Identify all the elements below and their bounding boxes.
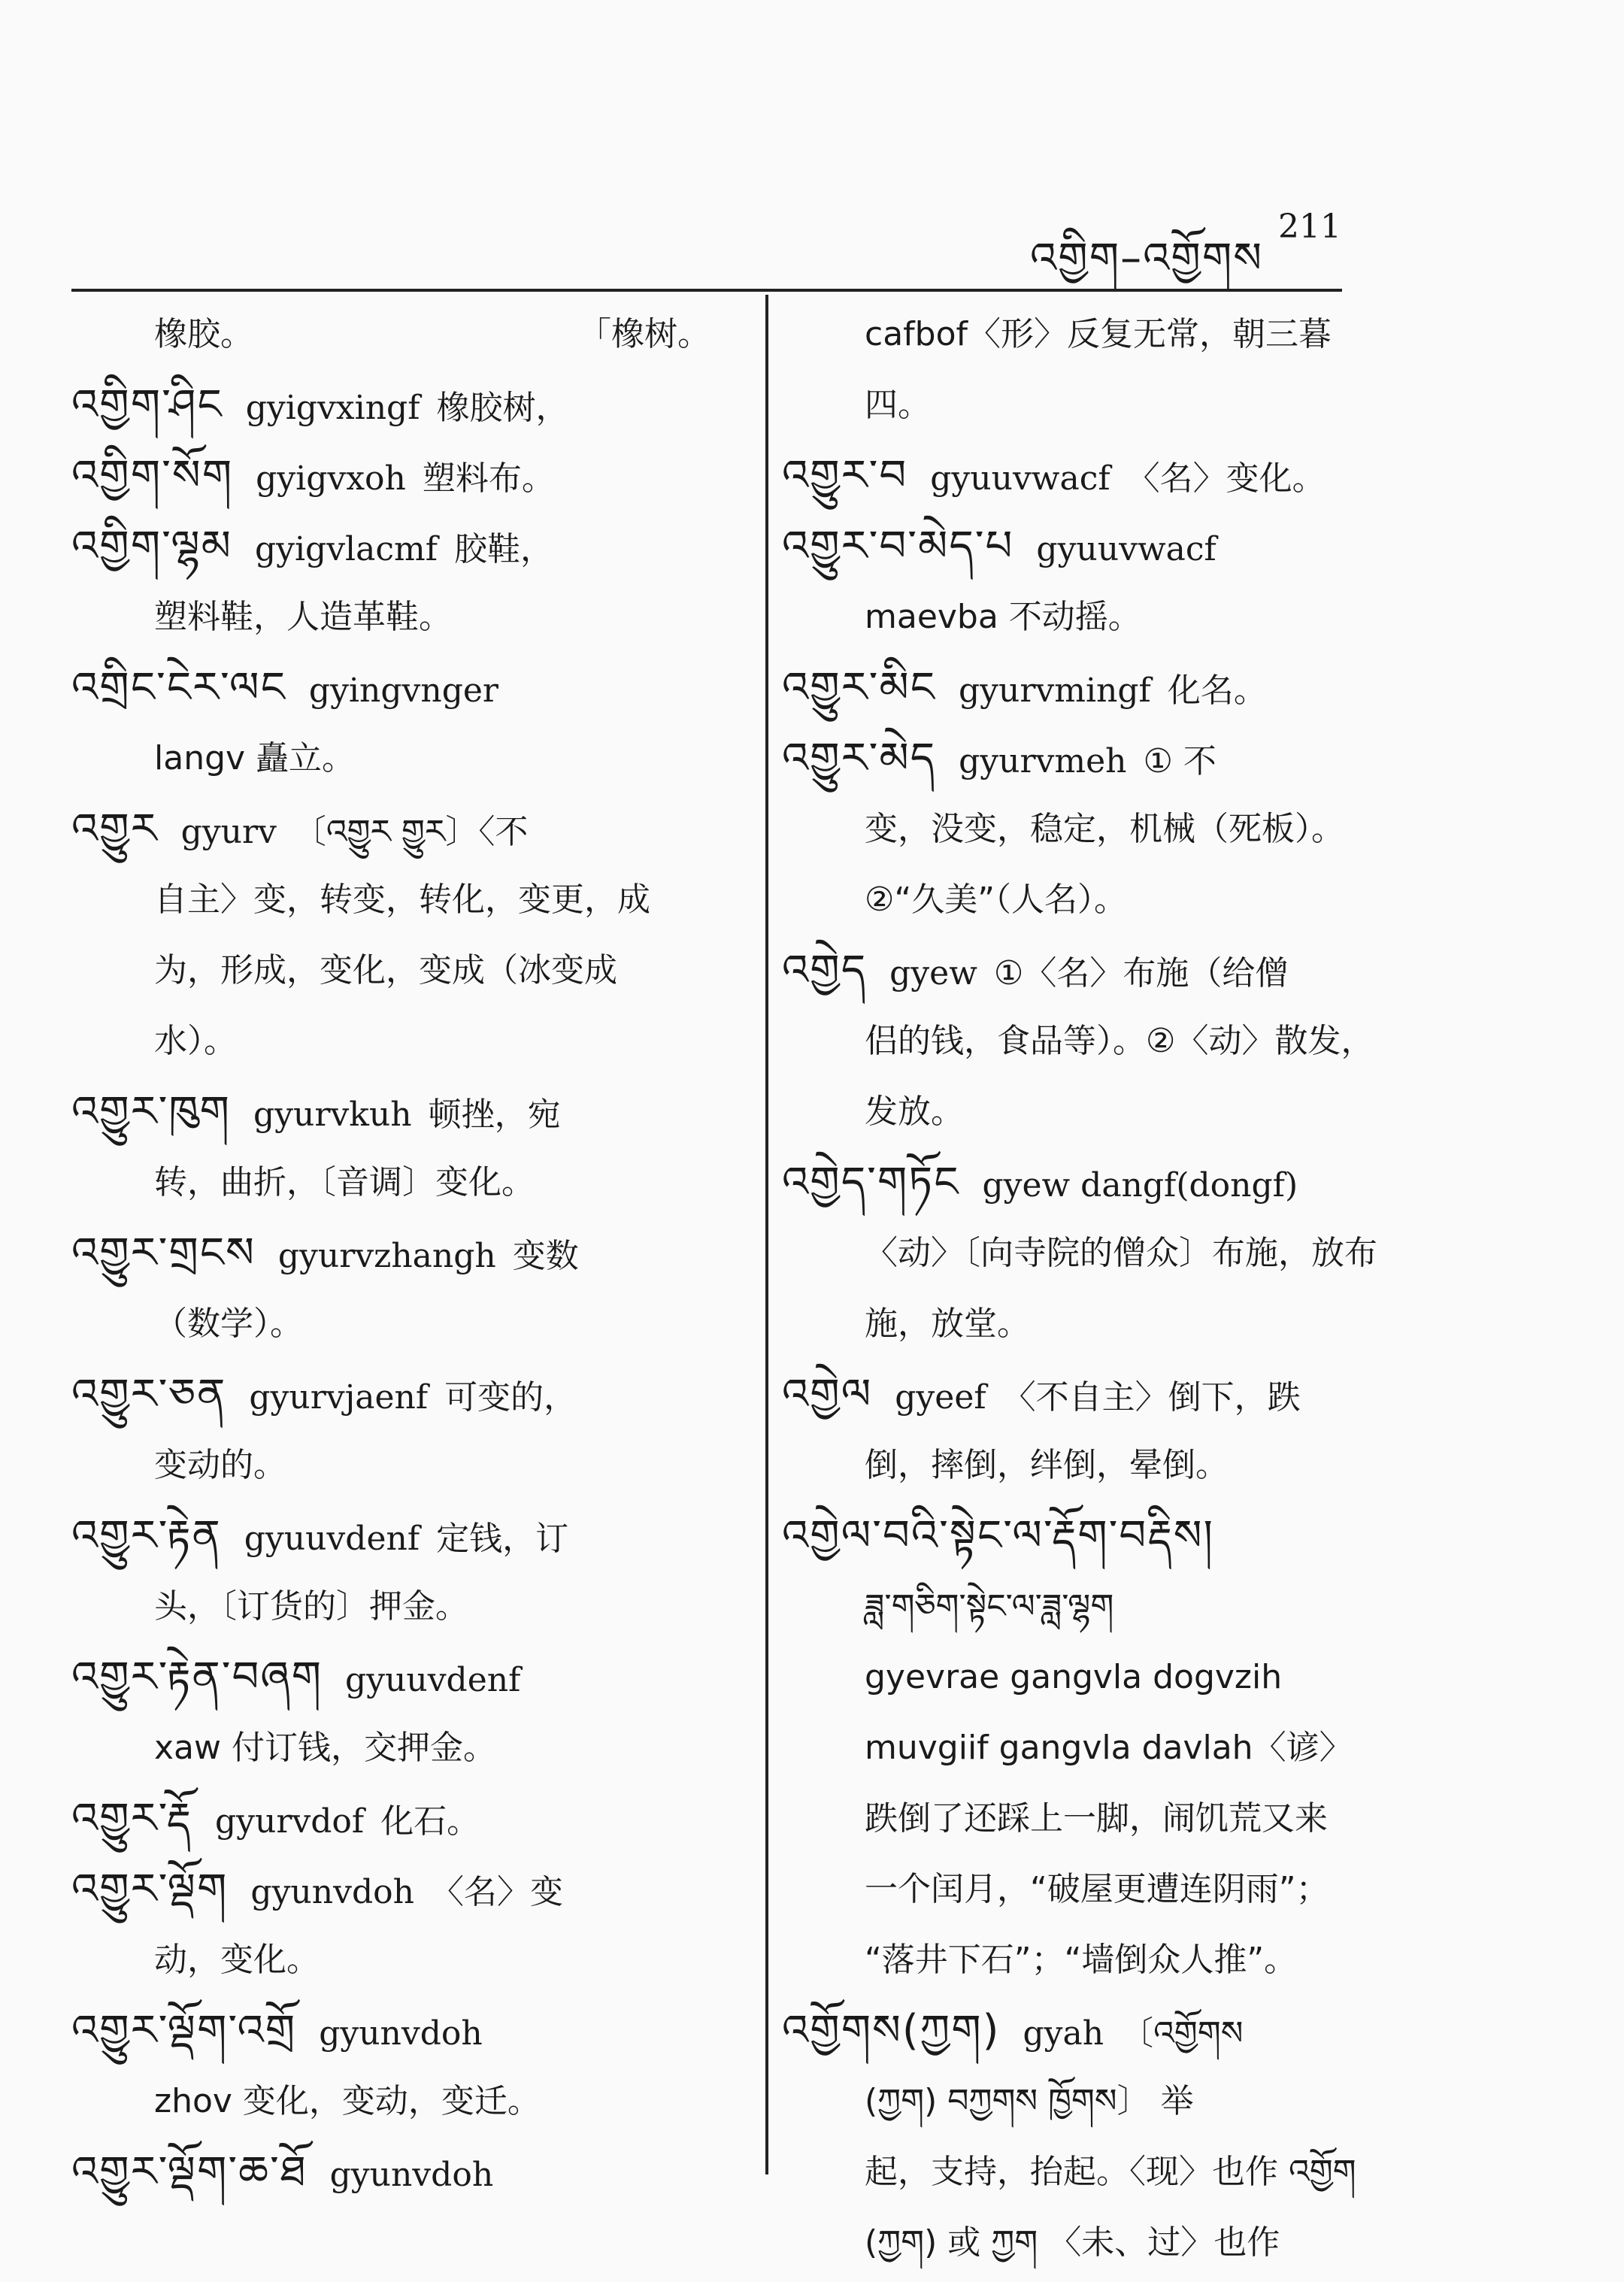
tibetan-headword: འགྱུར་རྟེན (71, 1511, 222, 1560)
definition-text: ཟླ་གཅིག་སྟེང་ལ་ཟླ་ལྷག (865, 1587, 1114, 1626)
definition-line (71, 1289, 733, 1359)
tibetan-headword: འགྱུར་རྡོ (71, 1794, 192, 1843)
romanization: gyah (1023, 2014, 1104, 2053)
tibetan-headword: འགྱུར་ཁུག (71, 1087, 231, 1136)
definition-line (782, 299, 1444, 370)
definition: 〔འགྱོགས (1120, 2014, 1244, 2053)
dictionary-entry (71, 1218, 733, 1289)
definition-line (782, 2066, 1444, 2137)
definition-text: maevba 不动摇。 (865, 598, 1141, 636)
definition-text: 〈动〉〔向寺院的僧众〕布施，放布 (865, 1234, 1377, 1272)
definition: 橡胶树， (436, 389, 569, 427)
definition: 〔འགྱུར གྱུར〕〈不 (292, 813, 529, 851)
tibetan-headword: འགྱུར་ལྡོག་ཆ་ཐོ (71, 2147, 308, 2196)
definition-line (782, 794, 1444, 865)
definition-line (71, 935, 733, 1006)
tibetan-headword: འགྱིག་སོག (71, 451, 234, 500)
definition-text: 变动的。 (154, 1446, 286, 1484)
romanization: gyurvmeh (959, 742, 1127, 780)
dictionary-entry (782, 1147, 1444, 1218)
tibetan-headword: འགྱུར་བ་མེད་པ (782, 522, 1014, 571)
definition-text: 四。 (865, 386, 931, 424)
romanization: gyurvmingf (958, 671, 1151, 710)
continuation-tag: 「橡树。 (578, 315, 710, 353)
definition-text: 一个闰月，“破屋更遭连阴雨”； (865, 1870, 1329, 1908)
definition-text: ②“久美”（人名）。 (865, 880, 1128, 919)
dictionary-entry (782, 1359, 1444, 1430)
dictionary-entry (71, 1501, 733, 1571)
romanization: gyunvdoh (250, 1873, 414, 1911)
tibetan-headword: འགྱེལ (782, 1370, 873, 1419)
dictionary-entry (71, 1783, 733, 1854)
tibetan-headword: འགྱུར་ལྡོག་འགྲོ (71, 2006, 297, 2055)
definition-text: 侣的钱，食品等）。②〈动〉散发， (865, 1022, 1374, 1060)
definition: ①〈名〉布施（给僧 (993, 954, 1289, 993)
definition-line (71, 1147, 733, 1218)
romanization: gyigvxingf (245, 389, 420, 427)
definition-line (782, 1077, 1444, 1147)
tibetan-headword: འགྱུར་མིང (782, 663, 936, 712)
definition: ① 不 (1143, 742, 1216, 780)
definition-line (782, 1783, 1444, 1854)
definition: 〈名〉变 (430, 1873, 563, 1911)
definition-line (782, 1218, 1444, 1289)
tibetan-headword: འགྱུར་ལྡོག (71, 1865, 229, 1914)
romanization: gyew dangf(dongf) (982, 1166, 1298, 1205)
romanization: gyingvnger (308, 671, 498, 710)
definition-text: 为，形成，变化，变成（冰变成 (154, 951, 617, 989)
tibetan-headword: འགྱོགས(ཀྱག) (782, 2006, 1001, 2055)
dictionary-entry (71, 370, 733, 441)
romanization: gyigvxoh (256, 459, 406, 498)
dictionary-entry (71, 2137, 733, 2208)
tibetan-headword: འགྱུར་རྟེན་བཞག (71, 1653, 323, 1702)
definition-text: 自主〉变，转变，转化，变更，成 (154, 880, 650, 919)
tibetan-headword: འགྱུར་གྲངས (71, 1229, 256, 1277)
definition-text: 起，支持，抬起。〈现〉也作 འགྱོག (865, 2153, 1356, 2191)
definition-text: 水）。 (154, 1022, 237, 1060)
definition-line (71, 1713, 733, 1783)
column-divider (765, 295, 768, 2174)
romanization: gyuuvwacf (930, 459, 1110, 498)
dictionary-entry (71, 794, 733, 865)
definition-line (782, 1006, 1444, 1077)
dictionary-entry (71, 1077, 733, 1147)
definition: 顿挫，宛 (428, 1096, 561, 1134)
definition-text: 变，没变，稳定，机械（死板）。 (865, 810, 1344, 848)
tibetan-headword: འགྲིང་ངེར་ལང (71, 663, 286, 712)
romanization: gyurvzhangh (277, 1237, 496, 1275)
definition-text: muvgiif gangvla davlah〈谚〉 (865, 1729, 1353, 1767)
definition-text: 转，曲折，〔音调〕变化。 (154, 1163, 535, 1202)
dictionary-entry (71, 441, 733, 511)
definition: 可变的， (444, 1378, 577, 1417)
definition-line (782, 1925, 1444, 1996)
romanization: gyurvdof (214, 1802, 365, 1841)
romanization: gyuuvdenf (244, 1520, 420, 1558)
definition-text: （数学）。 (154, 1305, 303, 1343)
definition: 化名。 (1167, 671, 1267, 710)
definition-text: langv 矗立。 (154, 739, 356, 777)
romanization: gyurv (180, 813, 277, 851)
definition: 化石。 (380, 1802, 480, 1841)
definition-text: xaw 付订钱，交押金。 (154, 1729, 496, 1767)
definition-line (71, 1006, 733, 1077)
tibetan-headword: འགྱིག་ཤིང (71, 380, 223, 429)
definition-line (782, 865, 1444, 935)
tibetan-headword: འགྱེད (782, 946, 868, 995)
definition-line (782, 1642, 1444, 1713)
definition: 〈不自主〉倒下，跌 (1002, 1378, 1301, 1417)
definition: 塑料布。 (422, 459, 555, 498)
left-column (71, 299, 733, 2208)
dictionary-entry (782, 511, 1444, 582)
definition: 变数 (512, 1237, 579, 1275)
definition-line (782, 1713, 1444, 1783)
definition-line (71, 2066, 733, 2137)
definition-line (782, 1289, 1444, 1359)
definition-line (782, 2208, 1444, 2278)
dictionary-entry (71, 1642, 733, 1713)
romanization: gyunvdoh (329, 2156, 494, 2194)
dictionary-entry (782, 653, 1444, 723)
right-column (782, 299, 1444, 2278)
dictionary-entry (71, 511, 733, 582)
definition-line (782, 1571, 1444, 1642)
guide-words: འགྱིག–འགྱོགས (1030, 234, 1264, 283)
definition-line (71, 1571, 733, 1642)
definition-line (782, 1430, 1444, 1501)
dictionary-entry (71, 1996, 733, 2066)
definition-text: 动，变化。 (154, 1941, 320, 1979)
tibetan-headword: འགྱུར (71, 805, 159, 853)
page-number: 211 (1278, 208, 1341, 246)
definition-text: 塑料鞋，人造革鞋。 (154, 598, 452, 636)
romanization: gyunvdoh (319, 2014, 483, 2053)
definition-text: cafbof〈形〉反复无常，朝三暮 (865, 315, 1332, 353)
dictionary-entry (782, 441, 1444, 511)
dictionary-entry (782, 723, 1444, 794)
romanization: gyeef (895, 1378, 986, 1417)
definition-line (71, 723, 733, 794)
definition-line (71, 1430, 733, 1501)
definition: 定钱，订 (436, 1520, 569, 1558)
definition-text: gyevrae gangvla dogvzih (865, 1658, 1283, 1696)
definition: 〈名〉变化。 (1126, 459, 1326, 498)
romanization: gyew (889, 954, 977, 993)
definition: 胶鞋， (454, 530, 554, 568)
definition-line (782, 1854, 1444, 1925)
definition-line (71, 299, 733, 370)
definition-text: zhov 变化，变动，变迁。 (154, 2082, 541, 2120)
definition-text: (ཀྱག) 或 ཀྱག 〈未、过〉也作 (865, 2223, 1280, 2262)
definition-text: 发放。 (865, 1093, 964, 1131)
definition-text: (ཀྱག) བཀྱགས ཁྱོགས〕 举 (865, 2082, 1194, 2120)
definition-line (71, 865, 733, 935)
definition-text: 头，〔订货的〕押金。 (154, 1587, 468, 1626)
definition-text: 跌倒了还踩上一脚，闹饥荒又来 (865, 1799, 1328, 1838)
tibetan-headword: འགྱུར་ཅན (71, 1370, 227, 1419)
dictionary-entry (71, 1359, 733, 1430)
dictionary-entry (782, 935, 1444, 1006)
romanization: gyurvjaenf (249, 1378, 429, 1417)
definition-line (71, 1925, 733, 1996)
tibetan-headword: འགྱུར་བ (782, 451, 908, 500)
dictionary-entry (71, 1854, 733, 1925)
tibetan-headword: འགྱིག་ལྷམ (71, 522, 232, 571)
definition-text: “落井下石”；“墙倒众人推”。 (865, 1941, 1298, 1979)
definition-line (782, 582, 1444, 653)
tibetan-headword: འགྱེད་གཏོང (782, 1158, 960, 1207)
definition-line (71, 582, 733, 653)
definition-line (782, 2137, 1444, 2208)
dictionary-entry (782, 1501, 1444, 1571)
definition-line (782, 370, 1444, 441)
definition-text: 橡胶。 (154, 315, 253, 353)
romanization: gyigvlacmf (254, 530, 438, 568)
tibetan-headword: འགྱེལ་བའི་སྟེང་ལ་རྡོག་བརྡིས། (782, 1511, 1214, 1560)
romanization: gyuuvdenf (345, 1661, 521, 1699)
definition-text: 倒，摔倒，绊倒，晕倒。 (865, 1446, 1229, 1484)
tibetan-headword: འགྱུར་མེད (782, 734, 937, 783)
dictionary-entry (782, 1996, 1444, 2066)
header-rule (71, 289, 1342, 292)
definition-text: 施，放堂。 (865, 1305, 1030, 1343)
dictionary-entry (71, 653, 733, 723)
romanization: gyuuvwacf (1036, 530, 1216, 568)
romanization: gyurvkuh (253, 1096, 412, 1134)
